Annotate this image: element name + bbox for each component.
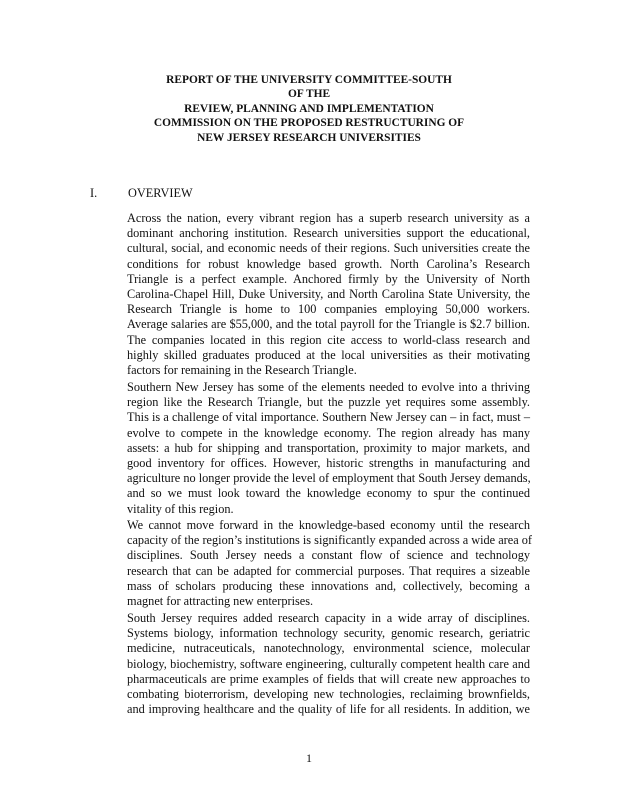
title-line: OF THE (287, 88, 331, 101)
text-line: biology, biochemistry, software engineering, culturally competent health care and (127, 656, 530, 671)
page-number: 1 (306, 751, 312, 765)
text-line: region like the Research Triangle, but the puzzle yet requires some assembly. (127, 395, 530, 410)
text-line: cultural, social, and economic needs of their regions. Such universities create the (127, 241, 530, 256)
paragraph-3 (127, 518, 530, 609)
text-line: agriculture no longer provide the level of employment that South Jersey demands, (127, 471, 531, 486)
paragraph-1 (127, 211, 530, 378)
text-line: factors for remaining in the Research Triangle. (127, 363, 357, 378)
text-line: Research Triangle is home to 100 companies employing 50,000 workers. (127, 302, 530, 317)
text-line: evolve to compete in the knowledge economy. The region already has many (127, 425, 530, 440)
text-line: magnet for attracting new enterprises. (127, 594, 314, 609)
title-line: COMMISSION ON THE PROPOSED RESTRUCTURING OF (153, 117, 465, 130)
section-number: I. (90, 186, 98, 200)
title-line: REPORT OF THE UNIVERSITY COMMITTEE-SOUTH (166, 74, 452, 86)
title-line: NEW JERSEY RESEARCH UNIVERSITIES (197, 131, 421, 144)
text-line: Carolina-Chapel Hill, Duke University, and North Carolina State University, the (127, 287, 530, 302)
text-line: dominant anchoring institution. Research universities support the educational, (127, 226, 530, 241)
text-line: assets: a hub for shipping and transportation, proximity to major markets, and (127, 440, 530, 455)
paragraph-2 (127, 380, 530, 517)
text-line: Triangle is a perfect example. Anchored firmly by the University of North (127, 271, 530, 286)
report-title (0, 73, 618, 145)
text-line: mass of scholars producing these innovations and, collectively, becoming a (127, 578, 530, 593)
text-line: highly skilled graduates produced at the local universities as their motivating (127, 347, 530, 362)
text-line: research that can be adapted for commercial purposes. That requires a sizeable (127, 563, 530, 578)
text-line: This is a challenge of vital importance. Southern New Jersey can – in fact, must – (127, 410, 530, 425)
text-line: good inventory for offices. However, historic strengths in manufacturing and (127, 456, 530, 471)
text-line: vitality of this region. (127, 501, 234, 516)
text-line: We cannot move forward in the knowledge-based economy until the research (127, 518, 530, 532)
section-title: OVERVIEW (128, 186, 193, 200)
text-line: Southern New Jersey has some of the elements needed to evolve into a thriving (127, 380, 530, 394)
text-line: and so we must look toward the knowledge economy to spur the continued (127, 486, 530, 501)
text-line: conditions for robust knowledge based growth. North Carolina’s Research (127, 256, 530, 271)
text-line: Systems biology, information technology security, genomic research, geriatric (127, 626, 530, 641)
text-line: combating bioterrorism, developing new technologies, reclaiming brownfields, (127, 687, 530, 702)
text-line: disciplines. South Jersey needs a constant flow of science and technology (127, 548, 530, 563)
text-line: capacity of the region’s institutions is significantly expanded across a wide area of (127, 533, 532, 548)
text-line: and improving healthcare and the quality of life for all residents. In addition, we (127, 702, 530, 717)
text-line: South Jersey requires added research capacity in a wide array of disciplines. (127, 611, 530, 625)
text-line: medicine, nutraceuticals, nanotechnology, environmental science, molecular (127, 641, 530, 656)
text-line: Average salaries are $55,000, and the total payroll for the Triangle is $2.7 billion. (127, 317, 530, 332)
title-line: REVIEW, PLANNING AND IMPLEMENTATION (184, 102, 434, 115)
text-line: Across the nation, every vibrant region has a superb research university as a (127, 211, 530, 225)
text-line: pharmaceuticals are prime examples of fields that will create new approaches to (127, 671, 530, 686)
text-line: The companies located in this region cite access to world-class research and (127, 332, 530, 347)
paragraph-4 (127, 611, 530, 717)
